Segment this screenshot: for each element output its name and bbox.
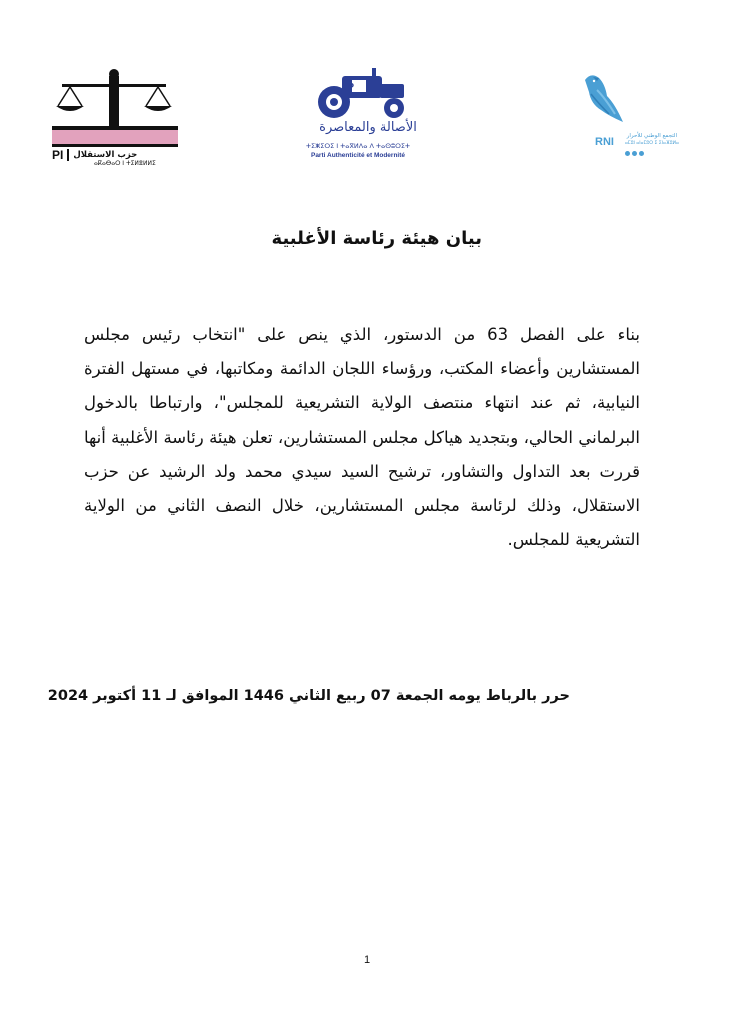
pam-name-tifinagh: ⵜⵉⵥⵉⵔⵉ ⵏ ⵜⴰⴳⵍⴷⴰ ⴷ ⵜⴰⵙⵓⵔⵉⵜ <box>306 142 410 150</box>
tractor-icon <box>304 66 412 120</box>
social-icon <box>625 151 630 156</box>
istiqlal-name-arabic: حزب الاستقلال <box>73 150 138 160</box>
social-icon <box>639 151 644 156</box>
rni-name-tifinagh: ⴰⵎⵓⵏ ⴰⵏⴰⵎⵓⵔ ⵉ ⵉⵏⴰⴼⵓⵍⴰ <box>625 141 679 146</box>
document-title: بيان هيئة رئاسة الأغلبية <box>271 228 482 249</box>
social-icon <box>632 151 637 156</box>
pam-name-arabic: الأصالة والمعاصرة <box>319 120 417 135</box>
rni-name-arabic: التجمع الوطني للأحرار <box>626 133 677 139</box>
istiqlal-name-tifinagh: ⴰⴽⴰⴱⴰⵔ ⵏ ⵜⵉⵍⴻⵍⵍⵉ <box>94 160 156 167</box>
istiqlal-abbr: PI <box>52 148 64 162</box>
rni-social-icons <box>625 150 675 156</box>
dove-icon <box>575 70 635 134</box>
rni-party-logo <box>575 70 679 170</box>
pam-party-logo <box>298 66 420 166</box>
istiqlal-party-logo <box>48 66 182 166</box>
statement-body: بناء على الفصل 63 من الدستور، الذي ينص على "انتخاب رئيس مجلس المستشارين وأعضاء المكتب، ورؤساء اللجان الدائمة ومكاتبها، في مستهل الفترة النيابية، ثم عند انتهاء منتصف الولاية التشريعية للمجلس"، وارتباطا بالدخول البرلماني الحالي، وبتجديد هياكل مجلس المستشارين، تعلن هيئة رئاسة الأغلبية أنها قررت بعد التداول والتشاور، ترشيح السيد سيدي محمد ولد الرشيد عن حزب الاستقلال، وذلك لرئاسة مجلس المستشارين، خلال النصف الثاني من الولاية التشريعية للمجلس. <box>84 325 640 550</box>
page-number: 1 <box>363 954 371 966</box>
rni-abbr: RNI <box>595 136 614 148</box>
divider <box>67 149 69 161</box>
svg-text:P: P <box>347 82 354 93</box>
pam-name-french: Parti Authenticité et Modernité <box>310 152 406 159</box>
date-line: حرر بالرباط يومه الجمعة 07 ربيع الثاني 1446 الموافق لـ 11 أكتوبر 2024 <box>47 688 570 704</box>
